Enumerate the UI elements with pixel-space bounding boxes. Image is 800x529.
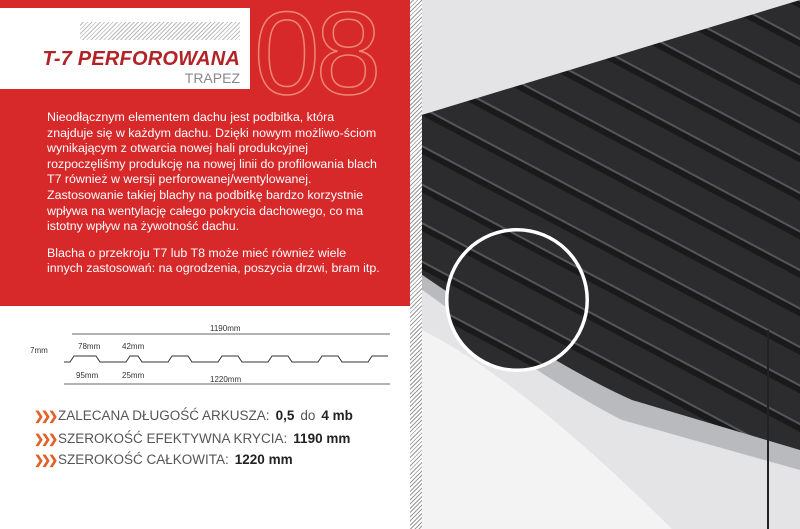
profile-cross-section-diagram <box>30 320 390 395</box>
spec-value: 4 mb <box>321 408 353 423</box>
spec-total-width <box>34 452 293 467</box>
double-chevron-right-icon: ❯❯❯ <box>34 452 56 467</box>
double-chevron-right-icon: ❯❯❯ <box>34 408 56 423</box>
rib-top-label: 42mm <box>122 342 145 351</box>
top-width-label: 78mm <box>78 342 101 351</box>
description-paragraph: Nieodłącznym elementem dachu jest podbitka, która znajduje się w każdym dachu. Dzięki nowym możliwo-ściom wynikającym z otwarcia nowej hali produkcyjnej rozpoczęliśmy produkcję na nowej linii do profilowania blach T7 również w wersji perforowanej/wentylowanej. Zastosowanie takiej blachy na podbitkę bardzo korzystnie wpływa na wentylację całego pokrycia dachowego, co ma istotny wpływ na żywotność dachu. <box>47 110 377 234</box>
rib-bottom-label: 25mm <box>122 371 145 380</box>
description-paragraph: Blacha o przekroju T7 lub T8 może mieć również wiele innych zastosowań: na ogrodzenia, poszycia drzwi, bram itp. <box>47 245 380 276</box>
total-width-label: 1220mm <box>210 375 242 384</box>
spec-value: 1190 mm <box>293 431 351 446</box>
spec-value: 1220 mm <box>234 452 293 467</box>
spec-label: SZEROKOŚĆ EFEKTYWNA KRYCIA: <box>58 431 288 446</box>
bottom-width-label: 95mm <box>76 371 99 380</box>
product-subtitle: TRAPEZ <box>184 70 240 86</box>
effective-width-label: 1190mm <box>210 324 241 333</box>
hatched-divider <box>410 0 422 529</box>
spec-value: 0,5 <box>275 408 295 423</box>
product-title: T-7 PERFOROWANA <box>42 48 240 70</box>
spec-label: SZEROKOŚĆ CAŁKOWITA: <box>58 452 229 467</box>
spec-effective-width <box>34 431 350 446</box>
double-chevron-right-icon: ❯❯❯ <box>34 431 56 446</box>
product-photo <box>422 0 800 529</box>
description <box>47 110 382 288</box>
page-number: 08 <box>254 0 378 120</box>
hatch-decoration <box>80 22 240 40</box>
spec-sheet-length <box>34 408 353 423</box>
height-label: 7mm <box>30 346 48 355</box>
title-band <box>0 8 250 89</box>
spec-text: do <box>300 408 316 423</box>
spec-label: ZALECANA DŁUGOŚĆ ARKUSZA: <box>58 408 270 423</box>
